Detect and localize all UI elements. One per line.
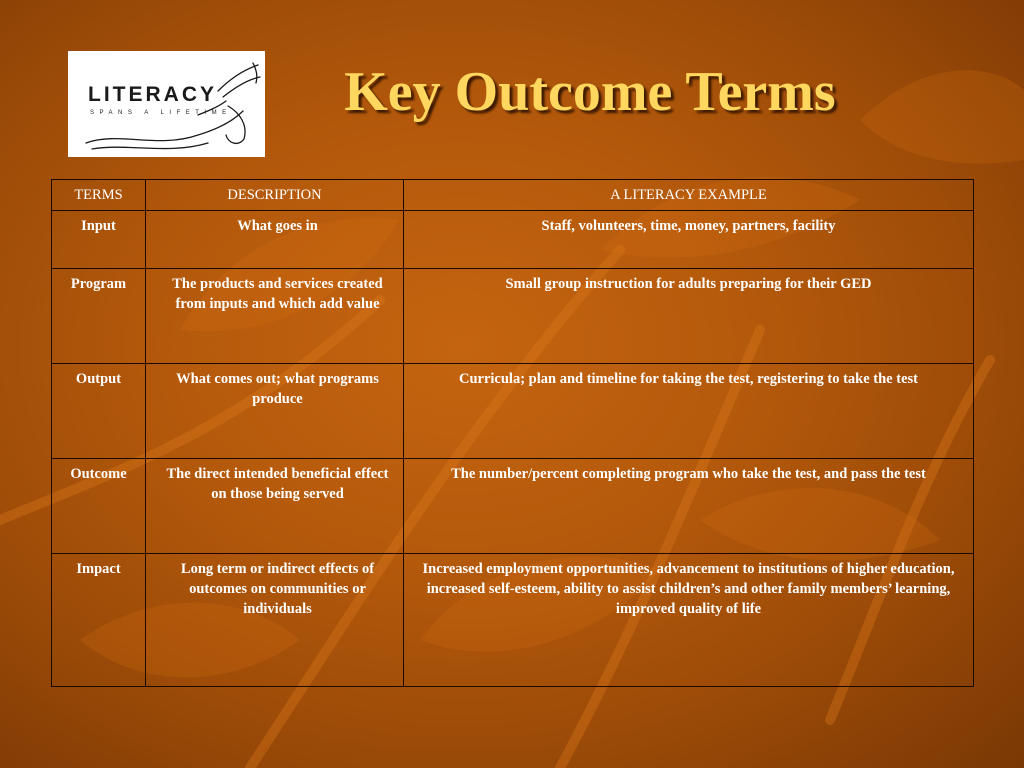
description-text: What comes out; what programs produce: [176, 371, 379, 408]
term-cell: Program: [52, 268, 146, 363]
description-text: The products and services created from inputs and which add value: [172, 275, 383, 312]
logo-tagline: SPANS A LIFETIME: [90, 110, 232, 116]
table-row: [52, 554, 974, 687]
example-cell: Increased employment opportunities, advancement to institutions of higher education, increased self-esteem, ability to assist children’s and other family members’ learning, improved quality of life: [404, 554, 974, 687]
description-text: Long term or indirect effects of outcomes on communities or individuals: [180, 561, 375, 618]
header-description: DESCRIPTION: [146, 180, 404, 211]
header-literacy-example: A LITERACY EXAMPLE: [404, 180, 974, 211]
example-cell: Small group instruction for adults preparing for their GED: [404, 268, 974, 363]
description-cell: [146, 364, 404, 459]
description-text: The direct intended beneficial effect on those being served: [166, 466, 389, 503]
example-cell: Staff, volunteers, time, money, partners, facility: [404, 211, 974, 269]
description-cell: [146, 554, 404, 687]
header-terms: TERMS: [52, 180, 146, 211]
literacy-logo: [68, 51, 265, 157]
description-text: What goes in: [237, 218, 318, 234]
term-cell: Impact: [52, 554, 146, 687]
outcome-terms-table: [51, 179, 974, 687]
table-row: [52, 211, 974, 269]
description-cell: [146, 459, 404, 554]
table-row: [52, 364, 974, 459]
example-cell: Curricula; plan and timeline for taking the test, registering to take the test: [404, 364, 974, 459]
description-cell: [146, 211, 404, 269]
term-cell: Outcome: [52, 459, 146, 554]
slide-title: Key Outcome Terms: [344, 61, 836, 123]
example-cell: The number/percent completing program who take the test, and pass the test: [404, 459, 974, 554]
table-row: [52, 268, 974, 363]
description-cell: [146, 268, 404, 363]
logo-wordmark: LITERACY: [88, 83, 217, 106]
table-row: [52, 459, 974, 554]
table-header-row: [52, 180, 974, 211]
term-cell: Input: [52, 211, 146, 269]
term-cell: Output: [52, 364, 146, 459]
